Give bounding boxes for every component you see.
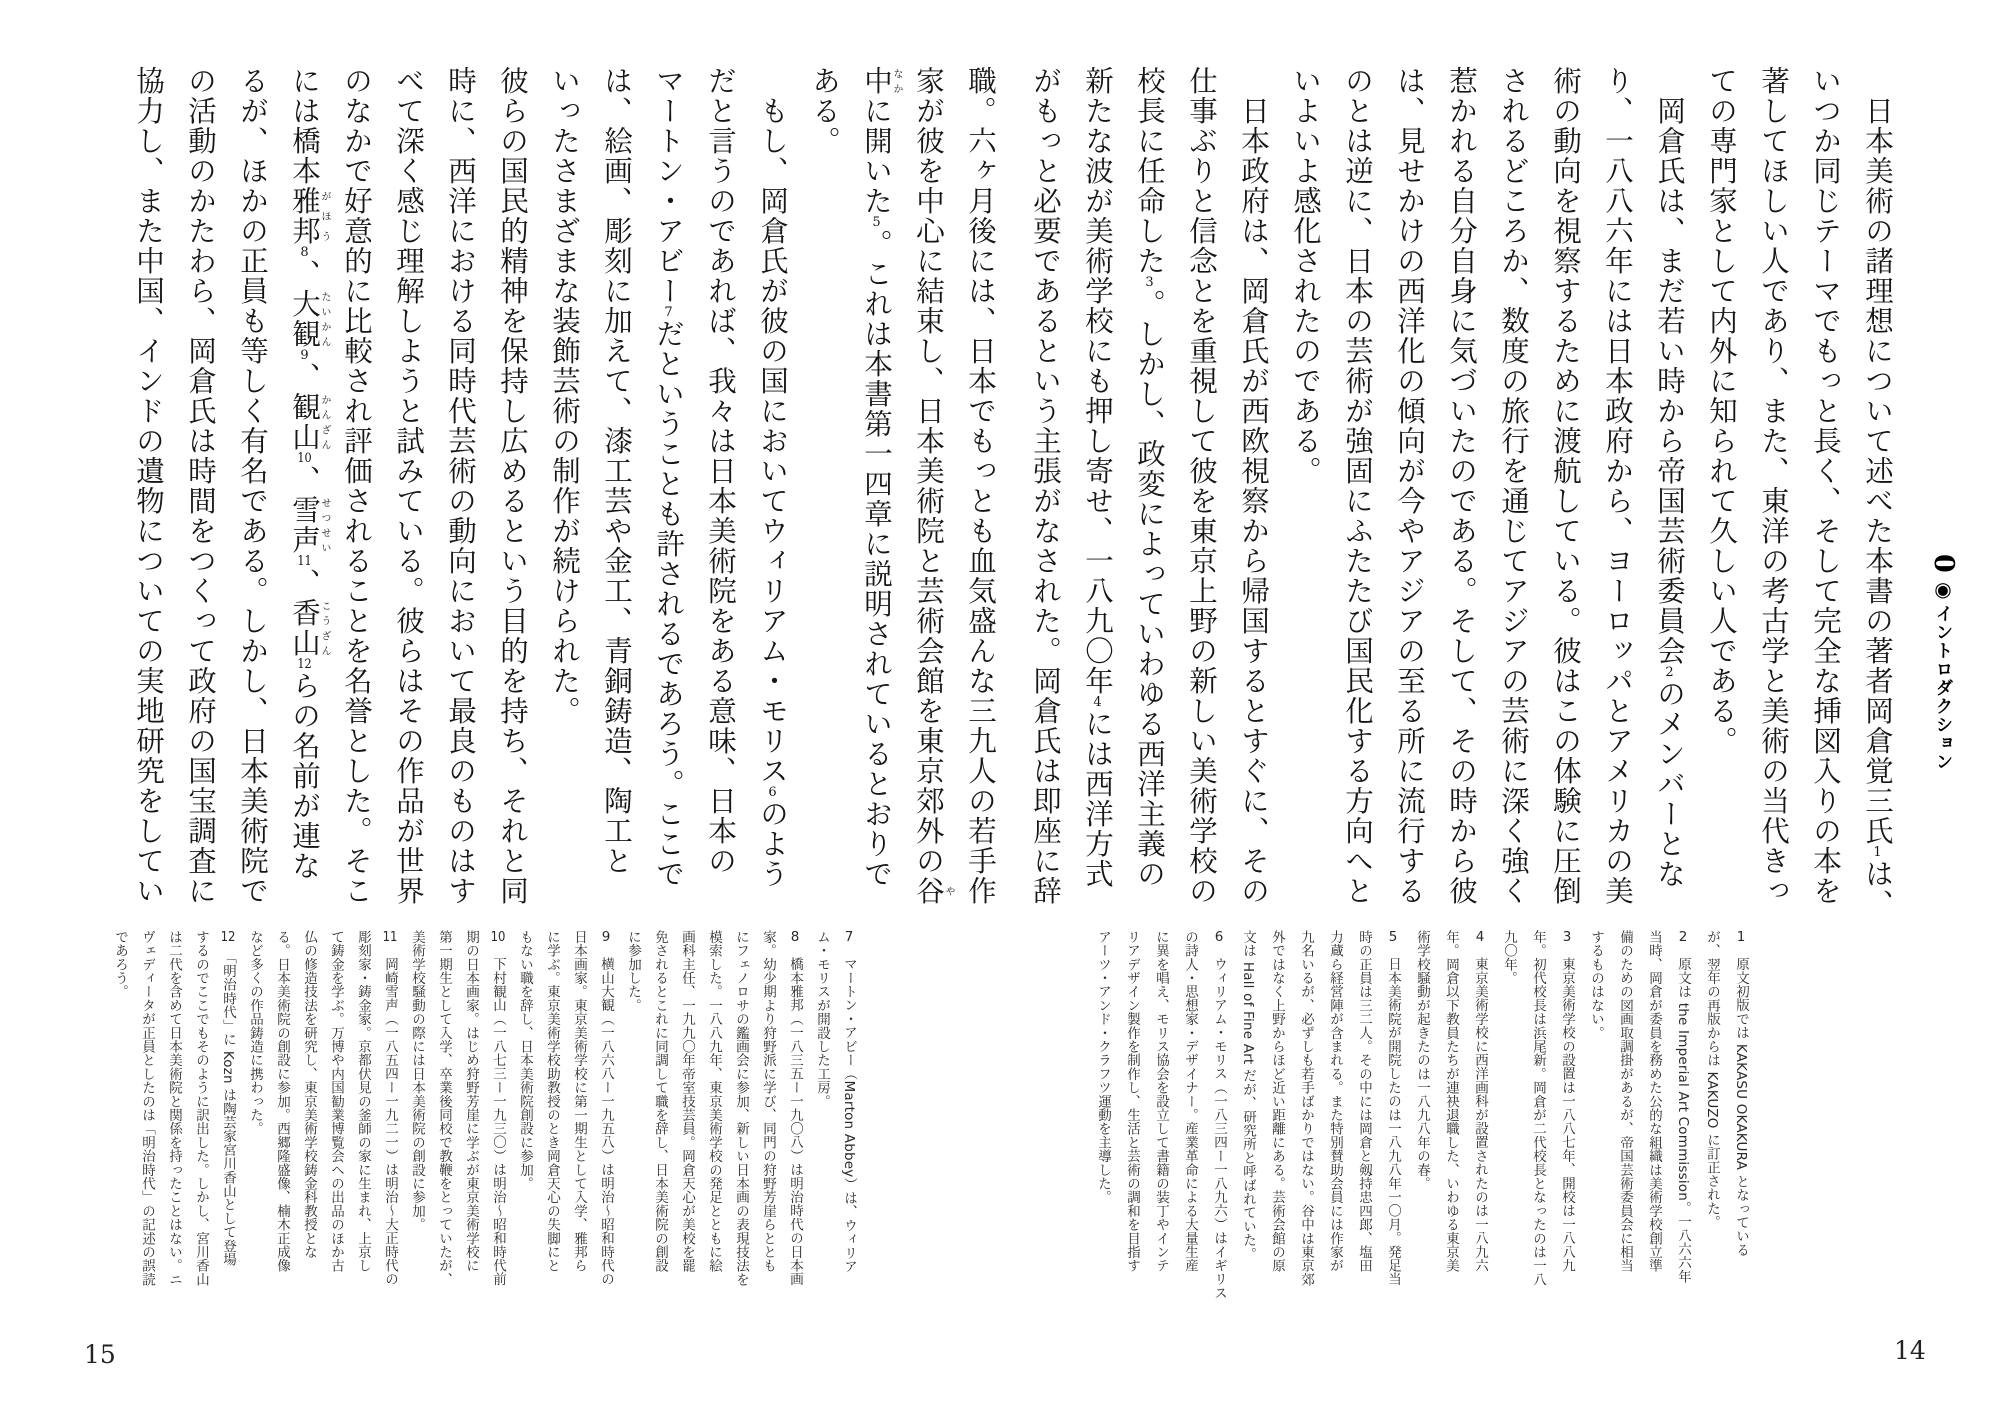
text-column: 8 橋本雅邦（一八三五ー一九〇八）は明治時代の日本画 (787, 930, 803, 1286)
text-column: る。日本美術院の創設に参加。西郷隆盛像、楠木正成像 (274, 930, 290, 1273)
footnote-number: 2 (1678, 930, 1688, 944)
text-column: 日本政府は、岡倉氏が西欧視察から帰国するとすぐに、その (1237, 66, 1270, 906)
text-column: のとは逆に、日本の芸術が強固にふたたび国民化する方向へと (1341, 66, 1374, 906)
text-column: ヴェディータが正員としたのは「明治時代」の記述の誤読 (139, 930, 155, 1287)
text-column: 仏の修造技法を研究し、東京美術学校鋳金科教授とな (301, 930, 317, 1259)
text-column: 期の日本画家。はじめ狩野芳崖に学ぶが東京美術学校に (463, 930, 479, 1273)
footnote-number: 5 (1388, 930, 1398, 944)
text-column: だと言うのであれば、我々は日本美術院をある意味、日本の (704, 66, 737, 876)
text-column: は二代を含めて日本美術院と関係を持ったことはない。ニ (166, 930, 182, 1287)
text-column: 家。幼少期より狩野派に学び、同門の狩野芳崖らととも (760, 930, 776, 1273)
footnote-ref: 11 (297, 555, 312, 568)
section-title (1928, 554, 1959, 784)
text-column: 家が彼を中心に結束し、日本美術院と芸術会館を東京郊外の谷や (912, 66, 954, 906)
text-column: いつか同じテーマでもっと長く、そして完全な挿図入りの本を (1809, 66, 1842, 906)
text-column: 12 「明治時代」に Kozn は陶芸家宮川香山として登場 (220, 930, 236, 1267)
text-column: されるどころか、数度の旅行を通じてアジアの芸術に深く強く (1497, 66, 1530, 906)
text-column: 美術学校騒動の際には日本美術院の創設に参加。 (409, 930, 425, 1232)
text-column: 年。岡倉以下教員たちが連袂退職した、いわゆる東京美 (1443, 930, 1459, 1273)
footnote-ref: 5 (872, 216, 881, 229)
page-number-left: 15 (84, 1340, 116, 1369)
text-column: 6 ウィリアム・モリス（一八三四ー一八九六）はイギリス (1211, 930, 1227, 1300)
main-text-block-left (122, 66, 1006, 908)
text-column: 2 原文は the Imperial Art Commission。一八六六年 (1675, 930, 1691, 1284)
text-column: するのでここでもそのように訳出した。しかし、宮川香山 (193, 930, 209, 1287)
footnote-ref: 10 (297, 452, 312, 465)
footnotes-block-right (1088, 930, 1755, 1308)
footnote-ref: 4 (1093, 696, 1102, 709)
text-column: 術学校騒動が起きたのは一八九八年の春。 (1414, 930, 1430, 1191)
footnote-ref: 3 (1145, 276, 1154, 289)
text-column: いったさまざまな装飾芸術の制作が続けられた。 (548, 66, 581, 726)
footnote-ref: 8 (300, 246, 309, 259)
footnote-ref: 9 (300, 349, 309, 362)
text-column: ての専門家として内外に知られて久しい人である。 (1705, 66, 1738, 756)
text-column: に異を唱え、モリス協会を設立して書籍の装丁やインテ (1153, 930, 1169, 1273)
text-column: 九〇年。 (1501, 930, 1517, 985)
text-column: に参加した。 (625, 930, 641, 1013)
text-column: がもっと必要であるという主張がなされた。岡倉氏は即座に辞 (1029, 66, 1062, 906)
text-column: 時の正員は三二人。その中には岡倉と剱持忠四郎、塩田 (1356, 930, 1372, 1273)
footnotes-block-left (106, 930, 862, 1308)
bullseye-mark-icon: ◉ (1931, 576, 1955, 602)
footnote-number: 11 (382, 930, 398, 944)
text-column: 日本美術の諸理想について述べた本書の著者岡倉覚三氏1は、 (1861, 66, 1894, 919)
text-column: べて深く感じ理解しようと試みている。彼らはその作品が世界 (392, 66, 425, 906)
text-column: ム・モリスが開設した工房。 (814, 930, 830, 1109)
ruby-annotation: 大観たいかん (288, 289, 330, 349)
text-column: にフェノロサの鑑画会に参加、新しい日本画の表現技法を (733, 930, 749, 1287)
text-column: リアデザイン製作を制作し、生活と芸術の調和を目指す (1124, 930, 1140, 1273)
footnote-ref: 7 (664, 306, 673, 319)
ruby-annotation: 谷や (912, 876, 954, 906)
text-column: 惹かれる自分自身に気づいたのである。そして、その時から彼 (1445, 66, 1478, 906)
text-column: は、絵画、彫刻に加えて、漆工芸や金工、青銅鋳造、陶工と (600, 66, 633, 876)
text-column: 彫刻家・鋳金家。京都伏見の釜師の家に生まれ、上京し (355, 930, 371, 1273)
text-column: 3 東京美術学校の設置は一八八七年、開校は一八八九 (1559, 930, 1575, 1273)
text-column: 日本画家。東京美術学校に第一期生として入学、雅邦ら (571, 930, 587, 1273)
footnote-ref: 2 (1665, 666, 1674, 679)
text-column: に学ぶ。東京美術学校助教授のとき岡倉天心の失脚にと (544, 930, 560, 1273)
ruby-annotation: 雪声せつせい (288, 495, 330, 555)
text-column: 5 日本美術院が開院したのは一八九八年一〇月。発足当 (1385, 930, 1401, 1286)
text-column: 免されるとこれに同調して職を辞し、日本美術院の創設 (652, 930, 668, 1273)
text-column: 職。六ヶ月後には、日本でもっとも血気盛んな三九人の若手作 (964, 66, 997, 906)
footnote-number: 7 (844, 930, 854, 944)
text-column: 9 横山大観（一八六八ー一九五八）は明治〜昭和時代の (598, 930, 614, 1286)
section-number: 0 (1928, 554, 1959, 574)
text-column: 11 岡崎雪声（一八五四ー一九二一）は明治〜大正時代の (382, 930, 398, 1286)
text-column: には橋本雅邦がほう8、大観たいかん9、観山かんざん10、雪声せつせい11、香山こうざん12らの名前が連な (288, 66, 330, 881)
footnote-number: 6 (1214, 930, 1224, 944)
text-column: 備のための図画取調掛があるが、帝国芸術委員会に相当 (1617, 930, 1633, 1273)
text-column: 岡倉氏は、まだ若い時から帝国芸術委員会2のメンバーとな (1653, 66, 1686, 889)
footnote-number: 1 (1736, 930, 1746, 944)
text-column: 術の動向を視察するために渡航している。彼はこの体験に圧倒 (1549, 66, 1582, 906)
text-column: 画科主任、一九九〇年帝室技芸員。岡倉天心が美校を罷 (679, 930, 695, 1273)
text-column: 10 下村観山（一八七三ー一九三〇）は明治〜昭和時代前 (490, 930, 506, 1286)
ruby-annotation: 観山かんざん (288, 392, 330, 452)
text-column: 彼らの国民的精神を保持し広めるという目的を持ち、それと同 (496, 66, 529, 906)
footnote-number: 10 (490, 930, 506, 944)
text-column: 1 原文初版では KAKASU OKAKURA となっている (1733, 930, 1749, 1257)
text-column: り、一八八六年には日本政府から、ヨーロッパとアメリカの美 (1601, 66, 1634, 906)
text-column: 7 マートン・アビー（Marton Abbey）は、ウィリア (841, 930, 857, 1274)
footnote-ref: 6 (768, 786, 777, 799)
footnote-ref: 1 (1873, 846, 1882, 859)
text-column: 外ではなく上野からほど近い距離にある。芸術会館の原 (1269, 930, 1285, 1273)
text-column: 時に、西洋における同時代芸術の動向において最良のものはす (444, 66, 477, 906)
text-column: 校長に任命した3。しかし、政変によっていわゆる西洋主義の (1133, 66, 1166, 889)
footnote-number: 8 (790, 930, 800, 944)
ruby-annotation: 中なか (860, 66, 902, 96)
text-column: 第一期生として入学、卒業後同校で教鞭をとっていたが、 (436, 930, 452, 1287)
page-number-right: 14 (1894, 1336, 1926, 1365)
text-column: 九名いるが、必ずしも若手ばかりではない。谷中は東京郊 (1298, 930, 1314, 1287)
footnote-ref: 12 (297, 658, 312, 671)
text-column: など多くの作品鋳造に携わった。 (247, 930, 263, 1136)
text-column: 協力し、また中国、インドの遺物についての実地研究をしてい (132, 66, 165, 906)
footnote-number: 12 (220, 930, 236, 944)
text-column: 模索した。一八八九年、東京美術学校の発足とともに絵 (706, 930, 722, 1273)
text-column: 著してほしい人であり、また、東洋の考古学と美術の当代きっ (1757, 66, 1790, 906)
text-column: いよいよ感化されたのである。 (1289, 66, 1322, 486)
footnote-number: 3 (1562, 930, 1572, 944)
text-column: 当時、岡倉が委員を務めた公的な組織は美術学校創立準 (1646, 930, 1662, 1273)
text-column: 4 東京美術学校に西洋画科が設置されたのは一八九六 (1472, 930, 1488, 1273)
text-column: もし、岡倉氏が彼の国においてウィリアム・モリス6のよう (756, 66, 789, 889)
text-column: のなかで好意的に比較され評価されることを名誉とした。そこ (340, 66, 373, 906)
text-column: の詩人・思想家・デザイナー。産業革命による大量生産 (1182, 930, 1198, 1273)
text-column: 文は Hall of Fine Art だが、研究所と呼ばれていた。 (1240, 930, 1256, 1261)
text-column: アーツ・アンド・クラフツ運動を主導した。 (1095, 930, 1111, 1204)
text-column: 中なかに開いた5。これは本書第一四章に説明されているとおりで (860, 66, 902, 889)
text-column: は、見せかけの西洋化の傾向が今やアジアの至る所に流行する (1393, 66, 1426, 906)
ruby-annotation: 雅邦がほう (288, 186, 330, 246)
ruby-annotation: 香山こうざん (288, 598, 330, 658)
text-column: が、翌年の再版からは KAKUZO に訂正された。 (1704, 930, 1720, 1229)
footnote-number: 4 (1475, 930, 1485, 944)
text-column: 年。初代校長は浜尾新。岡倉が二代校長となったのは一八 (1530, 930, 1546, 1287)
text-column: 新たな波が美術学校にも押し寄せ、一八九〇年4には西洋方式 (1081, 66, 1114, 889)
text-column: 仕事ぶりと信念とを重視して彼を東京上野の新しい美術学校の (1185, 66, 1218, 906)
text-column: ある。 (808, 66, 841, 156)
text-column: 力蔵ら経営陣が含まれる。また特別賛助会員には作家が (1327, 930, 1343, 1273)
footnote-number: 9 (601, 930, 611, 944)
text-column: するものはない。 (1588, 930, 1604, 1040)
text-column: マートン・アビー7だということも許されるであろう。ここで (652, 66, 685, 889)
text-column: であろう。 (112, 930, 128, 999)
text-column: て鋳金を学ぶ。万博や内国勧業博覧会への出品のほか古 (328, 930, 344, 1273)
main-text-block-right (1019, 66, 1903, 919)
text-column: るが、ほかの正員も等しく有名である。しかし、日本美術院で (236, 66, 269, 906)
text-column: もない職を辞し、日本美術院創設に参加。 (517, 930, 533, 1191)
section-title-text: イントロダクション (1933, 604, 1953, 772)
text-column: の活動のかたわら、岡倉氏は時間をつくって政府の国宝調査に (184, 66, 217, 906)
